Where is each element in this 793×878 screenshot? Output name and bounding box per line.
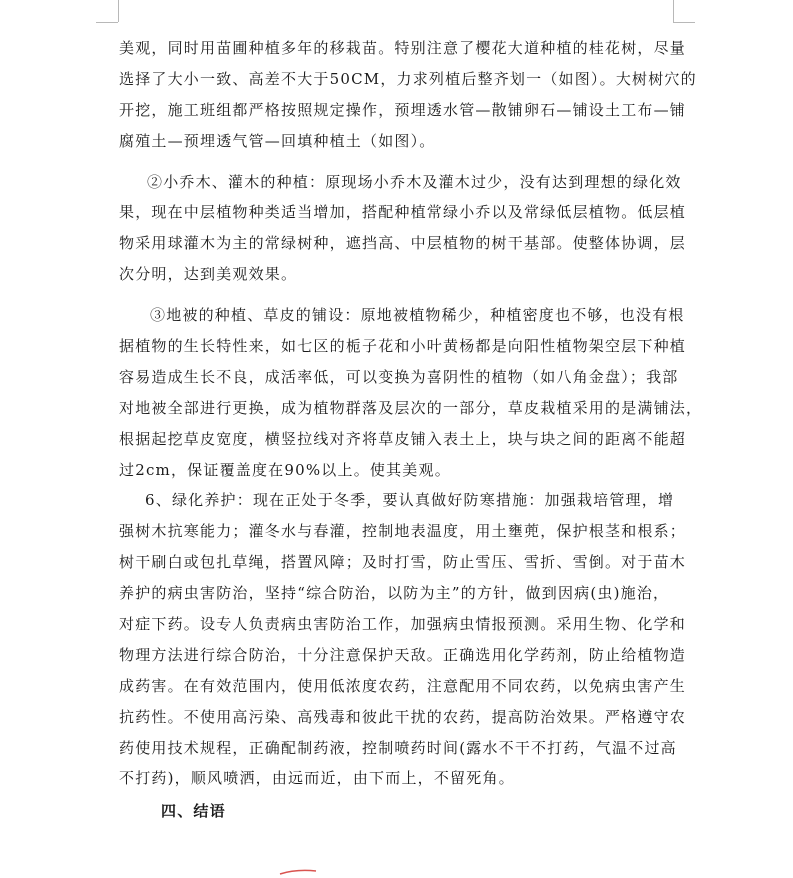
paragraph-line: 成药害。在有效范围内，使用低浓度农药，注意配用不同农药，以免病虫害产生: [119, 676, 687, 695]
paragraph-line: 次分明，达到美观效果。: [119, 265, 298, 284]
paragraph-groundcover-turf: [119, 300, 703, 485]
paragraph-line: 果，现在中层植物种类适当增加，搭配种植常绿小乔以及常绿低层植物。低层植: [119, 203, 687, 222]
paragraph-line: 养护的病虫害防治，坚持“综合防治，以防为主”的方针，做到因病(虫)施治，: [119, 584, 670, 603]
paragraph-line: 根据起挖草皮宽度，横竖拉线对齐将草皮铺入表土上，块与块之间的距离不能超: [119, 429, 687, 448]
section-heading-conclusion: 四、结语: [161, 802, 226, 821]
paragraph-line: 对地被全部进行更换，成为植物群落及层次的一部分，草皮栽植采用的是满铺法，: [119, 398, 703, 417]
paragraph-line: 物理方法进行综合防治，十分注意保护天敌。正确选用化学药剂，防止给植物造: [119, 645, 687, 664]
red-annotation-stroke-icon: [278, 868, 318, 876]
paragraph-green-maintenance: [119, 485, 687, 794]
paragraph-line-first: ③地被的种植、草皮的铺设：原地被植物稀少，种植密度也不够，也没有根: [150, 306, 685, 325]
document-body: [119, 33, 703, 826]
paragraph-tree-planting-continued: [119, 33, 697, 157]
paragraph-line: 选择了大小一致、高差不大于50CM，力求列植后整齐划一（如图）。大树树穴的: [119, 69, 697, 88]
paragraph-line: 腐殖土—预埋透气管—回填种植土（如图）。: [119, 131, 436, 150]
top-left-margin-mark-horizontal: [96, 22, 118, 23]
paragraph-line-first: ②小乔木、灌木的种植：原现场小乔木及灌木过少，没有达到理想的绿化效: [147, 172, 682, 191]
paragraph-line: 开挖，施工班组都严格按照规定操作，预埋透水管—散铺卵石—铺设土工布—铺: [119, 100, 687, 119]
paragraph-line: 美观，同时用苗圃种植多年的移栽苗。特别注意了樱花大道种植的桂花树，尽量: [119, 39, 687, 57]
paragraph-line-first: 6、绿化养护：现在正处于冬季，要认真做好防寒措施：加强栽培管理，增: [145, 491, 675, 510]
paragraph-line: 抗药性。不使用高污染、高残毒和彼此干扰的农药，提高防治效果。严格遵守农: [119, 707, 687, 726]
paragraph-line: 过2cm，保证覆盖度在90%以上。使其美观。: [119, 460, 451, 479]
paragraph-line: 容易造成生长不良，成活率低，可以变换为喜阴性的植物（如八角金盘）；我部: [119, 367, 679, 386]
paragraph-line: 树干刷白或包扎草绳，搭置风障；及时打雪，防止雪压、雪折、雪倒。对于苗木: [119, 553, 687, 572]
paragraph-line: 药使用技术规程，正确配制药液，控制喷药时间(露水不干不打药，气温不过高: [119, 738, 677, 757]
paragraph-shrub-planting: [119, 167, 687, 291]
top-left-margin-mark-vertical: [118, 0, 119, 22]
paragraph-line: 物采用球灌木为主的常绿树种，遮挡高、中层植物的树干基部。使整体协调，层: [119, 234, 687, 253]
paragraph-line: 据植物的生长特性来，如七区的栀子花和小叶黄杨都是向阳性植物架空层下种植: [119, 337, 687, 356]
top-right-margin-mark-vertical: [673, 0, 674, 22]
paragraph-line: 强树木抗寒能力；灌冬水与春灌，控制地表温度，用土壅蔸，保护根茎和根系；: [119, 522, 687, 541]
paragraph-line: 不打药)，顺风喷洒，由远而近，由下而上，不留死角。: [119, 769, 515, 788]
top-right-margin-mark-horizontal: [673, 22, 695, 23]
paragraph-line: 对症下药。设专人负责病虫害防治工作，加强病虫情报预测。采用生物、化学和: [119, 615, 687, 634]
